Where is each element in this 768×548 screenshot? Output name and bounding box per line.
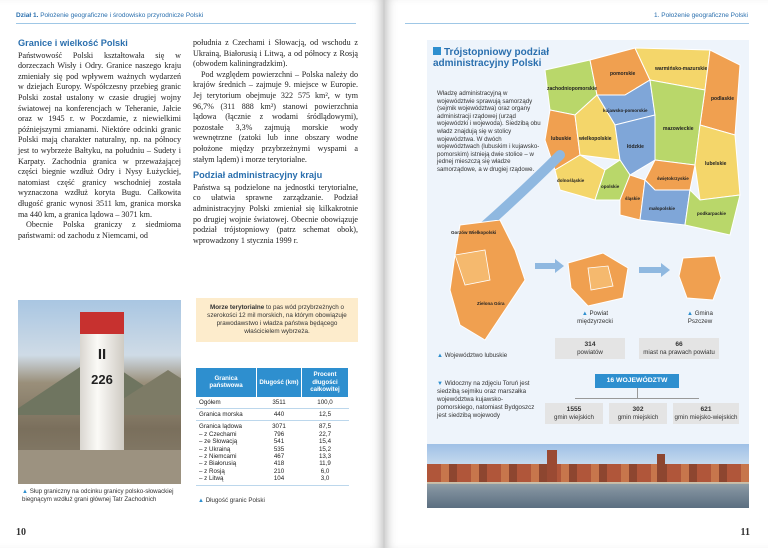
stat-box-powiaty (555, 338, 625, 359)
running-head-right: 1. Położenie geograficzne Polski (654, 12, 748, 19)
table-cell: 100,0 (302, 397, 349, 409)
note-text: to pas wód przybrzeżnych o szerokości 12 mil morskich, na którym obowiązuje prawodawstwo i władza państwa będącego właścicielem wybrzeża. (207, 304, 347, 335)
voivodeship-label: kujawsko-pomorskie (603, 108, 648, 113)
stat-box-miasta (639, 338, 719, 359)
gmina-inset-map (677, 252, 723, 304)
right-page (385, 0, 768, 548)
arrow-icon (637, 262, 671, 278)
page-number-right: 11 (740, 527, 750, 538)
stat-label: miast na prawach powiatu (643, 348, 715, 356)
stat-number: 66 (675, 341, 683, 348)
triangle-icon: ▲ (22, 489, 28, 495)
paragraph: Pod względem powierzchni – Polska należy do krajów średnich – zajmuje 9. miejsce w Europie. Jej terytorium obejmuje 322 575 km², w tym 96,7% (311 888 km²) stanowi powierzchnia lądowa (łącznie z wodami śródlądowymi), pozostałe 3,3% zajmują morskie wody wewnętrzne (zatoki lub inne obszary wodne położone między przybrzeżnymi wyspami a stałym lądem) i morze terytorialne. (193, 69, 358, 164)
voivodeship-label: mazowieckie (663, 126, 694, 132)
voivodeship-label: małopolskie (649, 206, 676, 211)
church-tower (547, 450, 557, 482)
stat-box-gminy-miejskie (609, 403, 667, 424)
rocks (18, 450, 181, 484)
voivodeship-label: warmińsko-mazurskie (655, 66, 708, 72)
gmina-label: ▲ Gmina Pszczew (687, 310, 713, 325)
paragraph: Państwa są podzielone na jednostki terytorialne, co ułatwia sprawne zarządzanie. Podział administracyjny Polski zmieniał się kilkakrotnie po drugiej wojnie światowej. Obecnie obowiązuje podział trójstopniowy (patrz schemat obok), wprowadzony 1 stycznia 1999 r. (193, 182, 358, 245)
powiat-label: ▲ Powiat międzyrzecki (577, 310, 613, 325)
page-number-left: 10 (16, 527, 26, 538)
church-tower (657, 454, 665, 482)
table-header: Granica państwowa (196, 368, 257, 397)
triangle-icon: ▲ (687, 311, 693, 317)
stat-label: gmin miejskich (617, 413, 659, 421)
stat-box-gminy-wiejskie (545, 403, 603, 424)
river (427, 484, 749, 508)
stat-label: powiatów (577, 348, 603, 356)
photo-caption: ▲ Słup graniczny na odcinku granicy polsko-słowackiej biegnącym wzdłuż grani głównej Tatr Zachodnich (22, 488, 174, 503)
voivodeship-label: lubuskie (551, 136, 572, 142)
table-header-row (196, 368, 349, 397)
map-title: Trójstopniowy podział administracyjny Polski (433, 47, 549, 69)
powiat-inset-map (563, 248, 633, 308)
stat-label: gmin wiejskich (554, 413, 594, 421)
definition-note (196, 298, 358, 342)
section-title-admin: Podział administracyjny kraju (193, 170, 323, 181)
table-row (196, 421, 349, 485)
square-icon (433, 47, 441, 55)
border-post-photo (18, 300, 181, 484)
voivodeship-label: świętokrzyskie (657, 176, 689, 181)
stat-number: 621 (700, 406, 712, 413)
border-length-table (196, 368, 349, 486)
table-cell: Granica lądowa – z Czechami – ze Słowacją – z Ukrainą – z Niemcami – z Białorusią – z Rosją – z Litwą (196, 421, 257, 485)
voivodeship-label: lubelskie (705, 161, 727, 167)
table-cell: 3511 (257, 397, 302, 409)
running-head-left: Dział 1. Położenie geograficzne i środowisko przyrodnicze Polski (16, 12, 204, 19)
voivodeship-label-caption: ▲ Województwo lubuskie (437, 352, 508, 359)
triangle-icon: ▲ (581, 311, 588, 317)
voivodeship-label: wielkopolskie (579, 136, 612, 142)
triangle-icon: ▲ (437, 353, 443, 359)
note-term: Morze terytorialne (209, 304, 265, 311)
left-column-2 (193, 38, 358, 246)
voivodeship-label: podlaskie (711, 96, 735, 102)
connector-line (637, 388, 638, 398)
stat-label: gmin miejsko-wiejskich (674, 413, 738, 421)
inset-label: Zielona Góra (477, 301, 505, 306)
triangle-down-icon: ▼ (437, 381, 443, 387)
voivodeship-label: opolskie (601, 184, 620, 189)
voivodeship-swietokrzyskie (645, 160, 695, 190)
paragraph: Obecnie Polska graniczy z siedmioma państwami: od zachodu z Niemcami, od (18, 220, 181, 240)
table-cell: 440 (257, 408, 302, 420)
lubuskie-inset-map (445, 220, 535, 345)
post-roman-numeral: II (97, 346, 107, 363)
table-cell: 12,5 (302, 408, 349, 420)
stat-number: 314 (584, 341, 596, 348)
voivodeship-label: pomorskie (610, 71, 636, 77)
voivodeship-label: podkarpackie (697, 211, 727, 216)
stat-box-gminy-miejsko-wiejskie (673, 403, 739, 424)
table-cell: 3071 796 541 535 467 418 210 104 (257, 421, 302, 485)
city-skyline (427, 464, 749, 482)
connector-line (575, 398, 699, 399)
table-header: Długość (km) (257, 368, 302, 397)
triangle-icon: ▲ (198, 498, 204, 504)
left-page (0, 0, 383, 548)
table-row (196, 397, 349, 409)
stat-voivodeships: 16 WOJEWÓDZTW (595, 374, 679, 388)
left-column-1 (18, 38, 181, 241)
voivodeship-label: łódzkie (627, 144, 644, 150)
section-title-borders: Granice i wielkość Polski (18, 38, 128, 48)
header-rule (405, 23, 749, 24)
table-cell: 87,5 22,7 15,4 15,2 13,3 11,9 6,0 3,0 (302, 421, 349, 485)
post-number: 226 (91, 372, 113, 387)
torun-photo (427, 444, 749, 508)
arrow-icon (533, 258, 565, 274)
voivodeship-label: śląskie (625, 196, 641, 201)
stat-number: 1555 (566, 406, 582, 413)
paragraph: Państwowość Polski kształtowała się w dorzeczach Wisły i Odry. Granice naszego kraju zmieniały się pod wpływem ważnych wydarzeń w dziejach Europy. Współczesny przebieg granic Polski został ustalony w czasie drugiej wojny światowej na konferencjach w Teheranie, Jałcie oraz w 1945 r. w Poczdamie, z niewielkimi późniejszymi zmianami. Niektóre odcinki granic Polski mają charakter naturalny, np. na północy jest to wybrzeże Bałtyku, na południu – Sudety i Karpaty. Zachodnia granica w przeważającej części biegnie wzdłuż Odry i Nysy Łużyckiej, natomiast część granicy wschodniej została wyznaczona wzdłuż koryta Bugu. Całkowita długość granic wynosi 3511 km, granica morska ma 440 km, a granica lądowa – 3071 km. (18, 50, 181, 219)
border-post (80, 312, 124, 462)
voivodeship-label: dolnośląskie (557, 178, 585, 183)
post-red-band (80, 312, 124, 334)
table-header: Procent długości całkowitej (302, 368, 349, 397)
header-rule (16, 23, 356, 24)
stat-number: 302 (632, 406, 644, 413)
inset-label: Gorzów Wielkopolski (451, 230, 497, 235)
torun-caption: ▼ Widoczny na zdjęciu Toruń jest siedzibą sejmiku oraz marszałka województwa kujawsko-pomorskiego, natomiast Bydgoszcz jest siedzibą wojewody (437, 380, 535, 419)
voivodeship-label: zachodniopomorskie (547, 86, 598, 92)
poland-voivodeship-map (535, 40, 749, 240)
map-description: Władzę administracyjną w województwie sprawują samorządy (sejmik województwa) oraz organy administracji rządowej (urząd wojewódzki i wojewoda). Siedzibą obu władz znajdują się w stolicy województwa. W dwóch województwach (lubuskim i kujawsko-pomorskim) istnieją dwie stolice – w jednej mieszczą się władze samorządowe, a w drugiej rządowe. (437, 90, 541, 173)
table-cell: Granica morska (196, 408, 257, 420)
paragraph: południa z Czechami i Słowacją, od wschodu z Ukrainą, Białorusią i Litwą, a od północy z Rosją (obwodem kaliningradzkim). (193, 38, 358, 69)
table-cell: Ogółem (196, 397, 257, 409)
table-row (196, 408, 349, 420)
table-caption: ▲ Długość granic Polski (198, 497, 265, 504)
